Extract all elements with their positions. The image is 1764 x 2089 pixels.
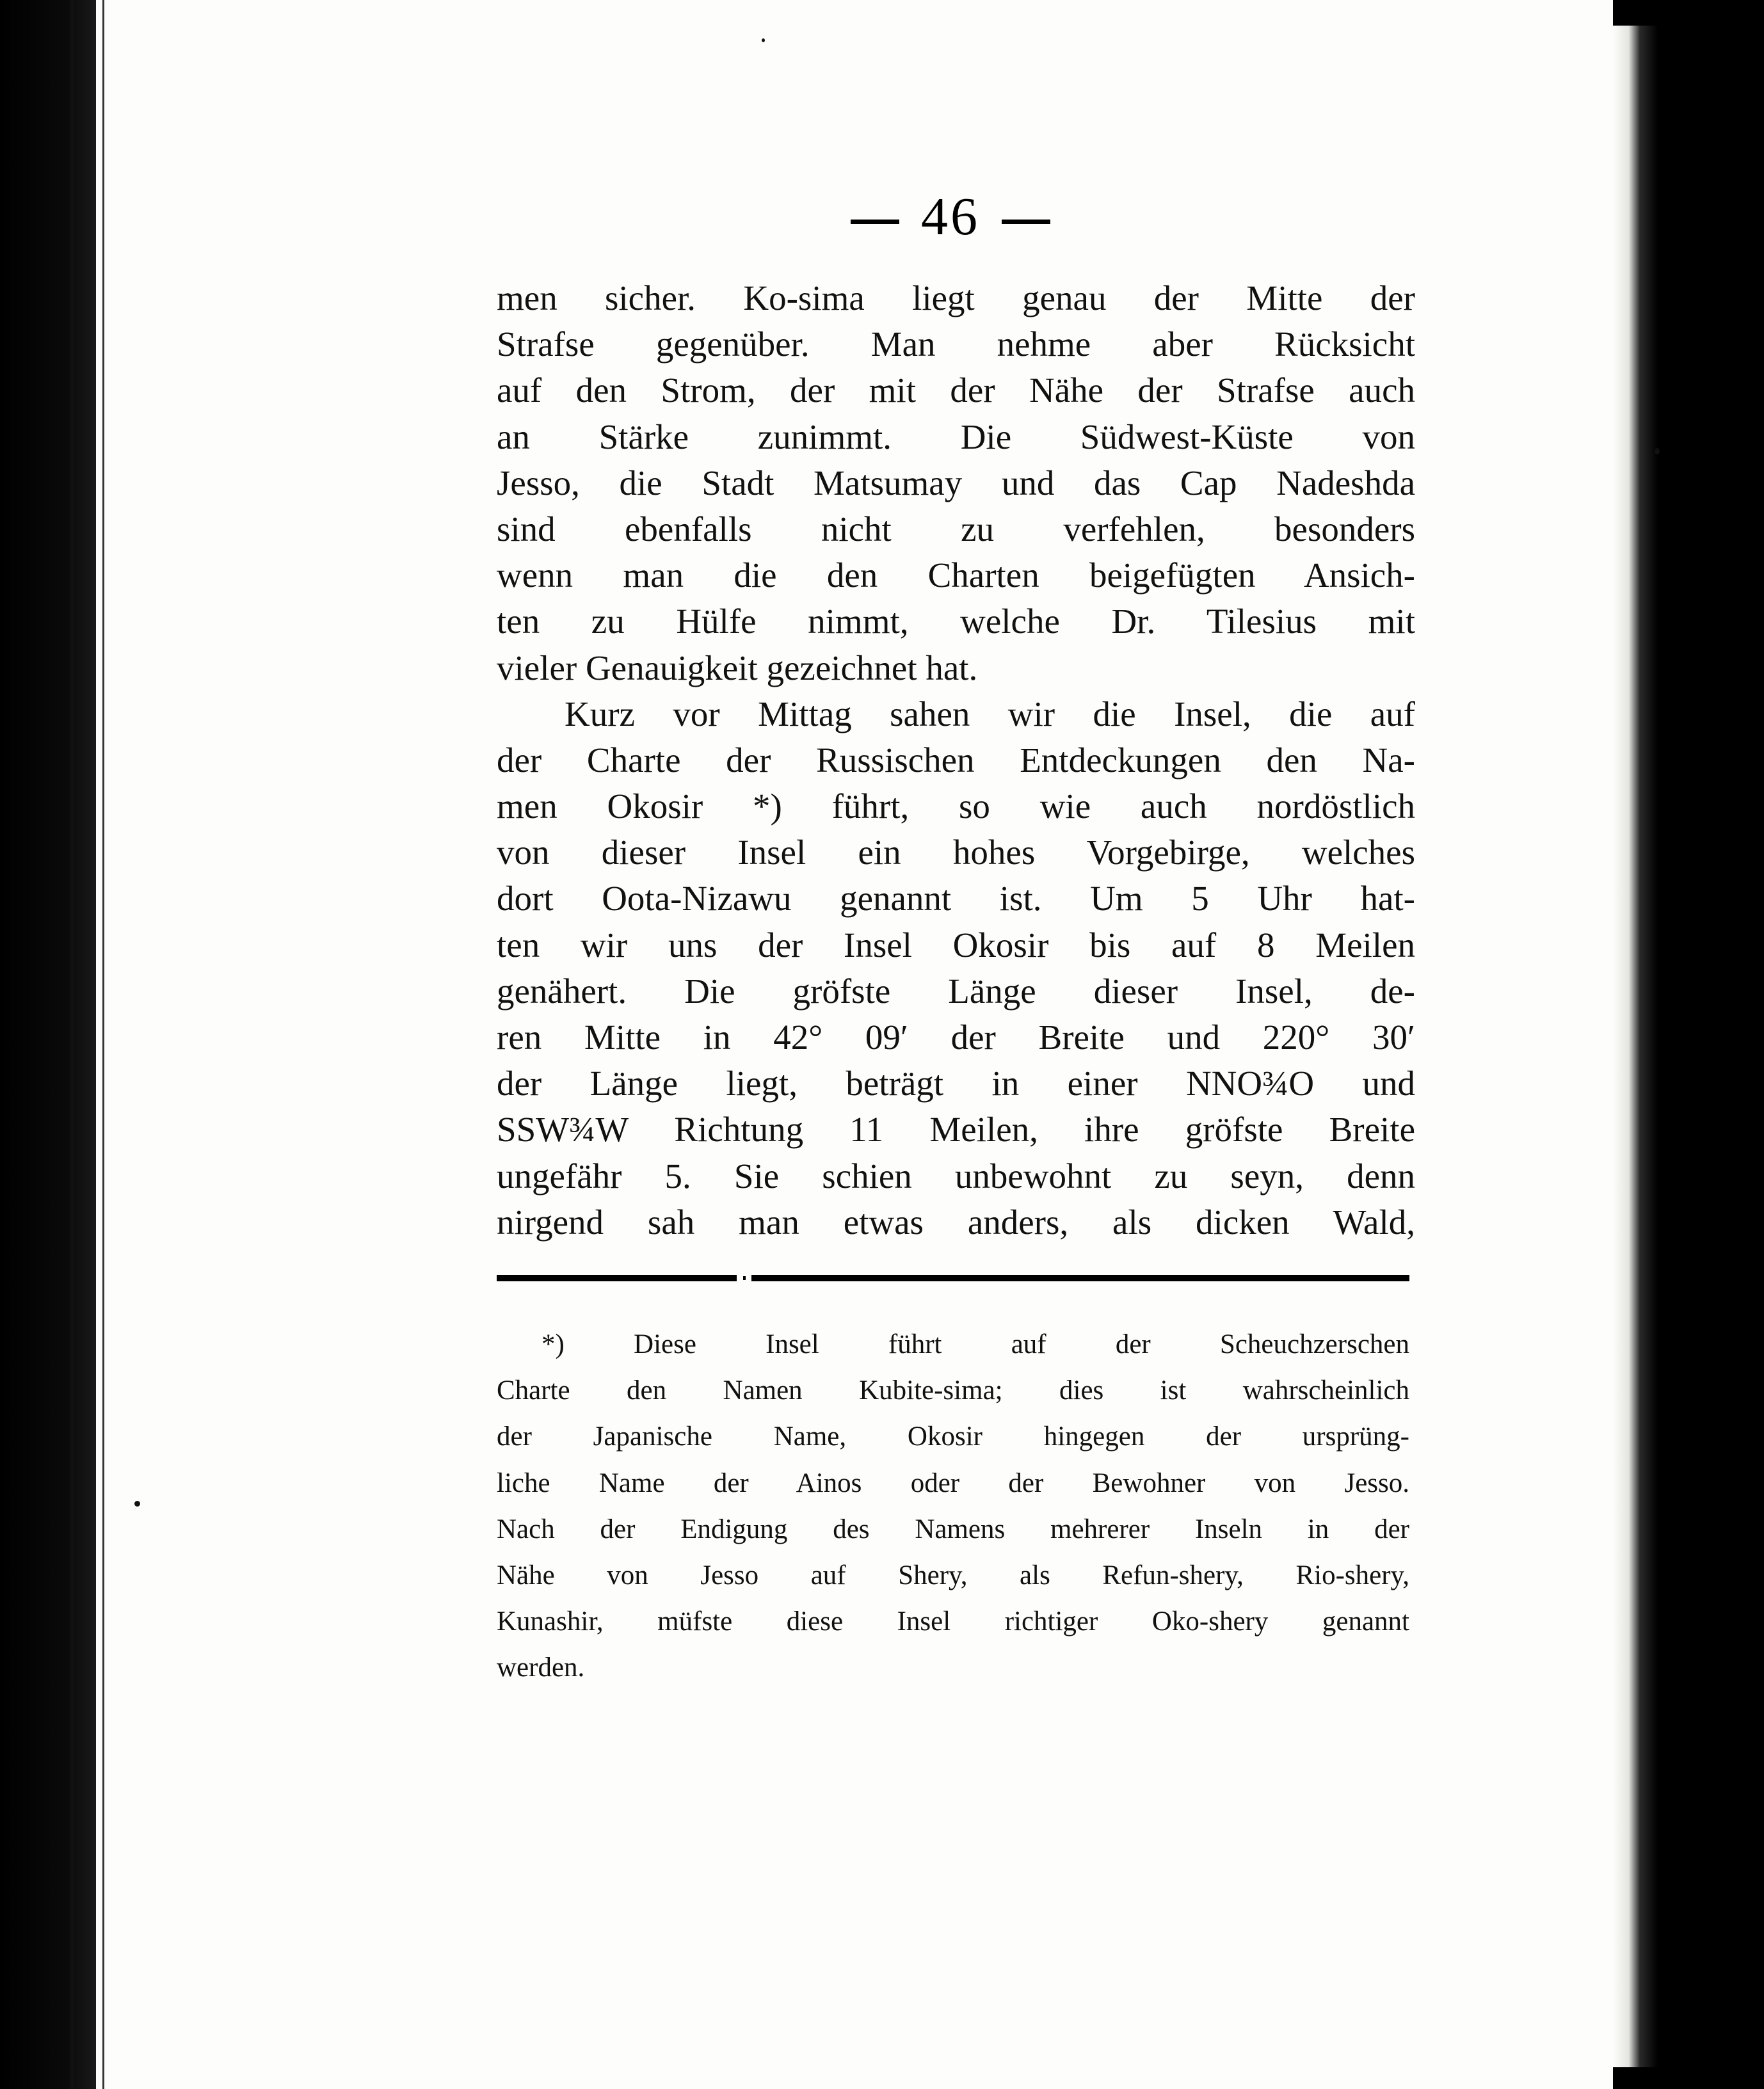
text-line: dort Oota-Nizawu genannt ist. Um 5 Uhr hat- (497, 879, 1415, 918)
footnote-line: Kunashir, müfste diese Insel richtiger Oko-shery genannt (497, 1606, 1409, 1637)
separator-rule-segment (751, 1275, 1409, 1281)
footnote-block (497, 1322, 1409, 1692)
text-line: nirgend sah man etwas anders, als dicken Wald, (497, 1202, 1415, 1242)
scan-speck (1655, 448, 1660, 454)
text-line: von dieser Insel ein hohes Vorgebirge, welches (497, 833, 1415, 872)
footnote-line: der Japanische Name, Okosir hingegen der ursprüng- (497, 1421, 1409, 1452)
text-line: Jesso, die Stadt Matsumay und das Cap Nadeshda (497, 463, 1415, 502)
text-line: wenn man die den Charten beigefügten Ansich- (497, 556, 1415, 595)
header-dash-right (1002, 220, 1050, 224)
text-line: auf den Strom, der mit der Nähe der Strafse auch (497, 371, 1415, 410)
text-line: genähert. Die gröfste Länge dieser Insel, de- (497, 971, 1415, 1011)
text-line: men Okosir *) führt, so wie auch nordöstlich (497, 787, 1415, 826)
text-line: ungefähr 5. Sie schien unbewohnt zu seyn, denn (497, 1156, 1415, 1196)
binding-gutter (0, 0, 96, 2089)
text-line: ten wir uns der Insel Okosir bis auf 8 Meilen (497, 925, 1415, 964)
footnote-line: Nähe von Jesso auf Shery, als Refun-shery, Rio-shery, (497, 1560, 1409, 1590)
separator-rule-dot (743, 1276, 746, 1280)
text-line: sind ebenfalls nicht zu verfehlen, besonders (497, 509, 1415, 548)
footnote-line: Nach der Endigung des Namens mehrerer Inseln in der (497, 1514, 1409, 1544)
text-line: ten zu Hülfe nimmt, welche Dr. Tilesius mit (497, 602, 1415, 641)
text-line: Strafse gegenüber. Man nehme aber Rücksicht (497, 324, 1415, 364)
page-inner-edge (102, 0, 104, 2089)
footnote-line: werden. (497, 1653, 585, 1683)
text-line: SSW¾W Richtung 11 Meilen, ihre gröfste Breite (497, 1110, 1415, 1149)
text-line: an Stärke zunimmt. Die Südwest-Küste von (497, 417, 1415, 456)
text-line: der Charte der Russischen Entdeckungen den Na- (497, 740, 1415, 780)
separator-rule-segment (497, 1275, 737, 1281)
text-line: ren Mitte in 42° 09′ der Breite und 220° 30′ (497, 1018, 1415, 1057)
page-number: 46 (921, 187, 980, 246)
scan-speck (762, 38, 765, 42)
page-number-header (806, 186, 1094, 248)
binding-edge-line (70, 0, 74, 2089)
footnote-line: *) Diese Insel führt auf der Scheuchzerschen (541, 1329, 1409, 1359)
main-text-block (497, 275, 1415, 1245)
header-dash-left (851, 220, 899, 224)
text-line: Kurz vor Mittag sahen wir die Insel, die auf (565, 694, 1415, 733)
page-edge-sheet (1613, 26, 1658, 2067)
right-page-edge (1613, 0, 1764, 2089)
text-line: vieler Genauigkeit gezeichnet hat. (497, 648, 978, 687)
footnote-line: Charte den Namen Kubite-sima; dies ist wahrscheinlich (497, 1375, 1409, 1406)
footnote-line: liche Name der Ainos oder der Bewohner von Jesso. (497, 1468, 1409, 1498)
scan-speck (134, 1501, 140, 1507)
text-line: men sicher. Ko-sima liegt genau der Mitte der (497, 278, 1415, 317)
text-line: der Länge liegt, beträgt in einer NNO¾O und (497, 1064, 1415, 1103)
footnote-separator (497, 1275, 1409, 1281)
